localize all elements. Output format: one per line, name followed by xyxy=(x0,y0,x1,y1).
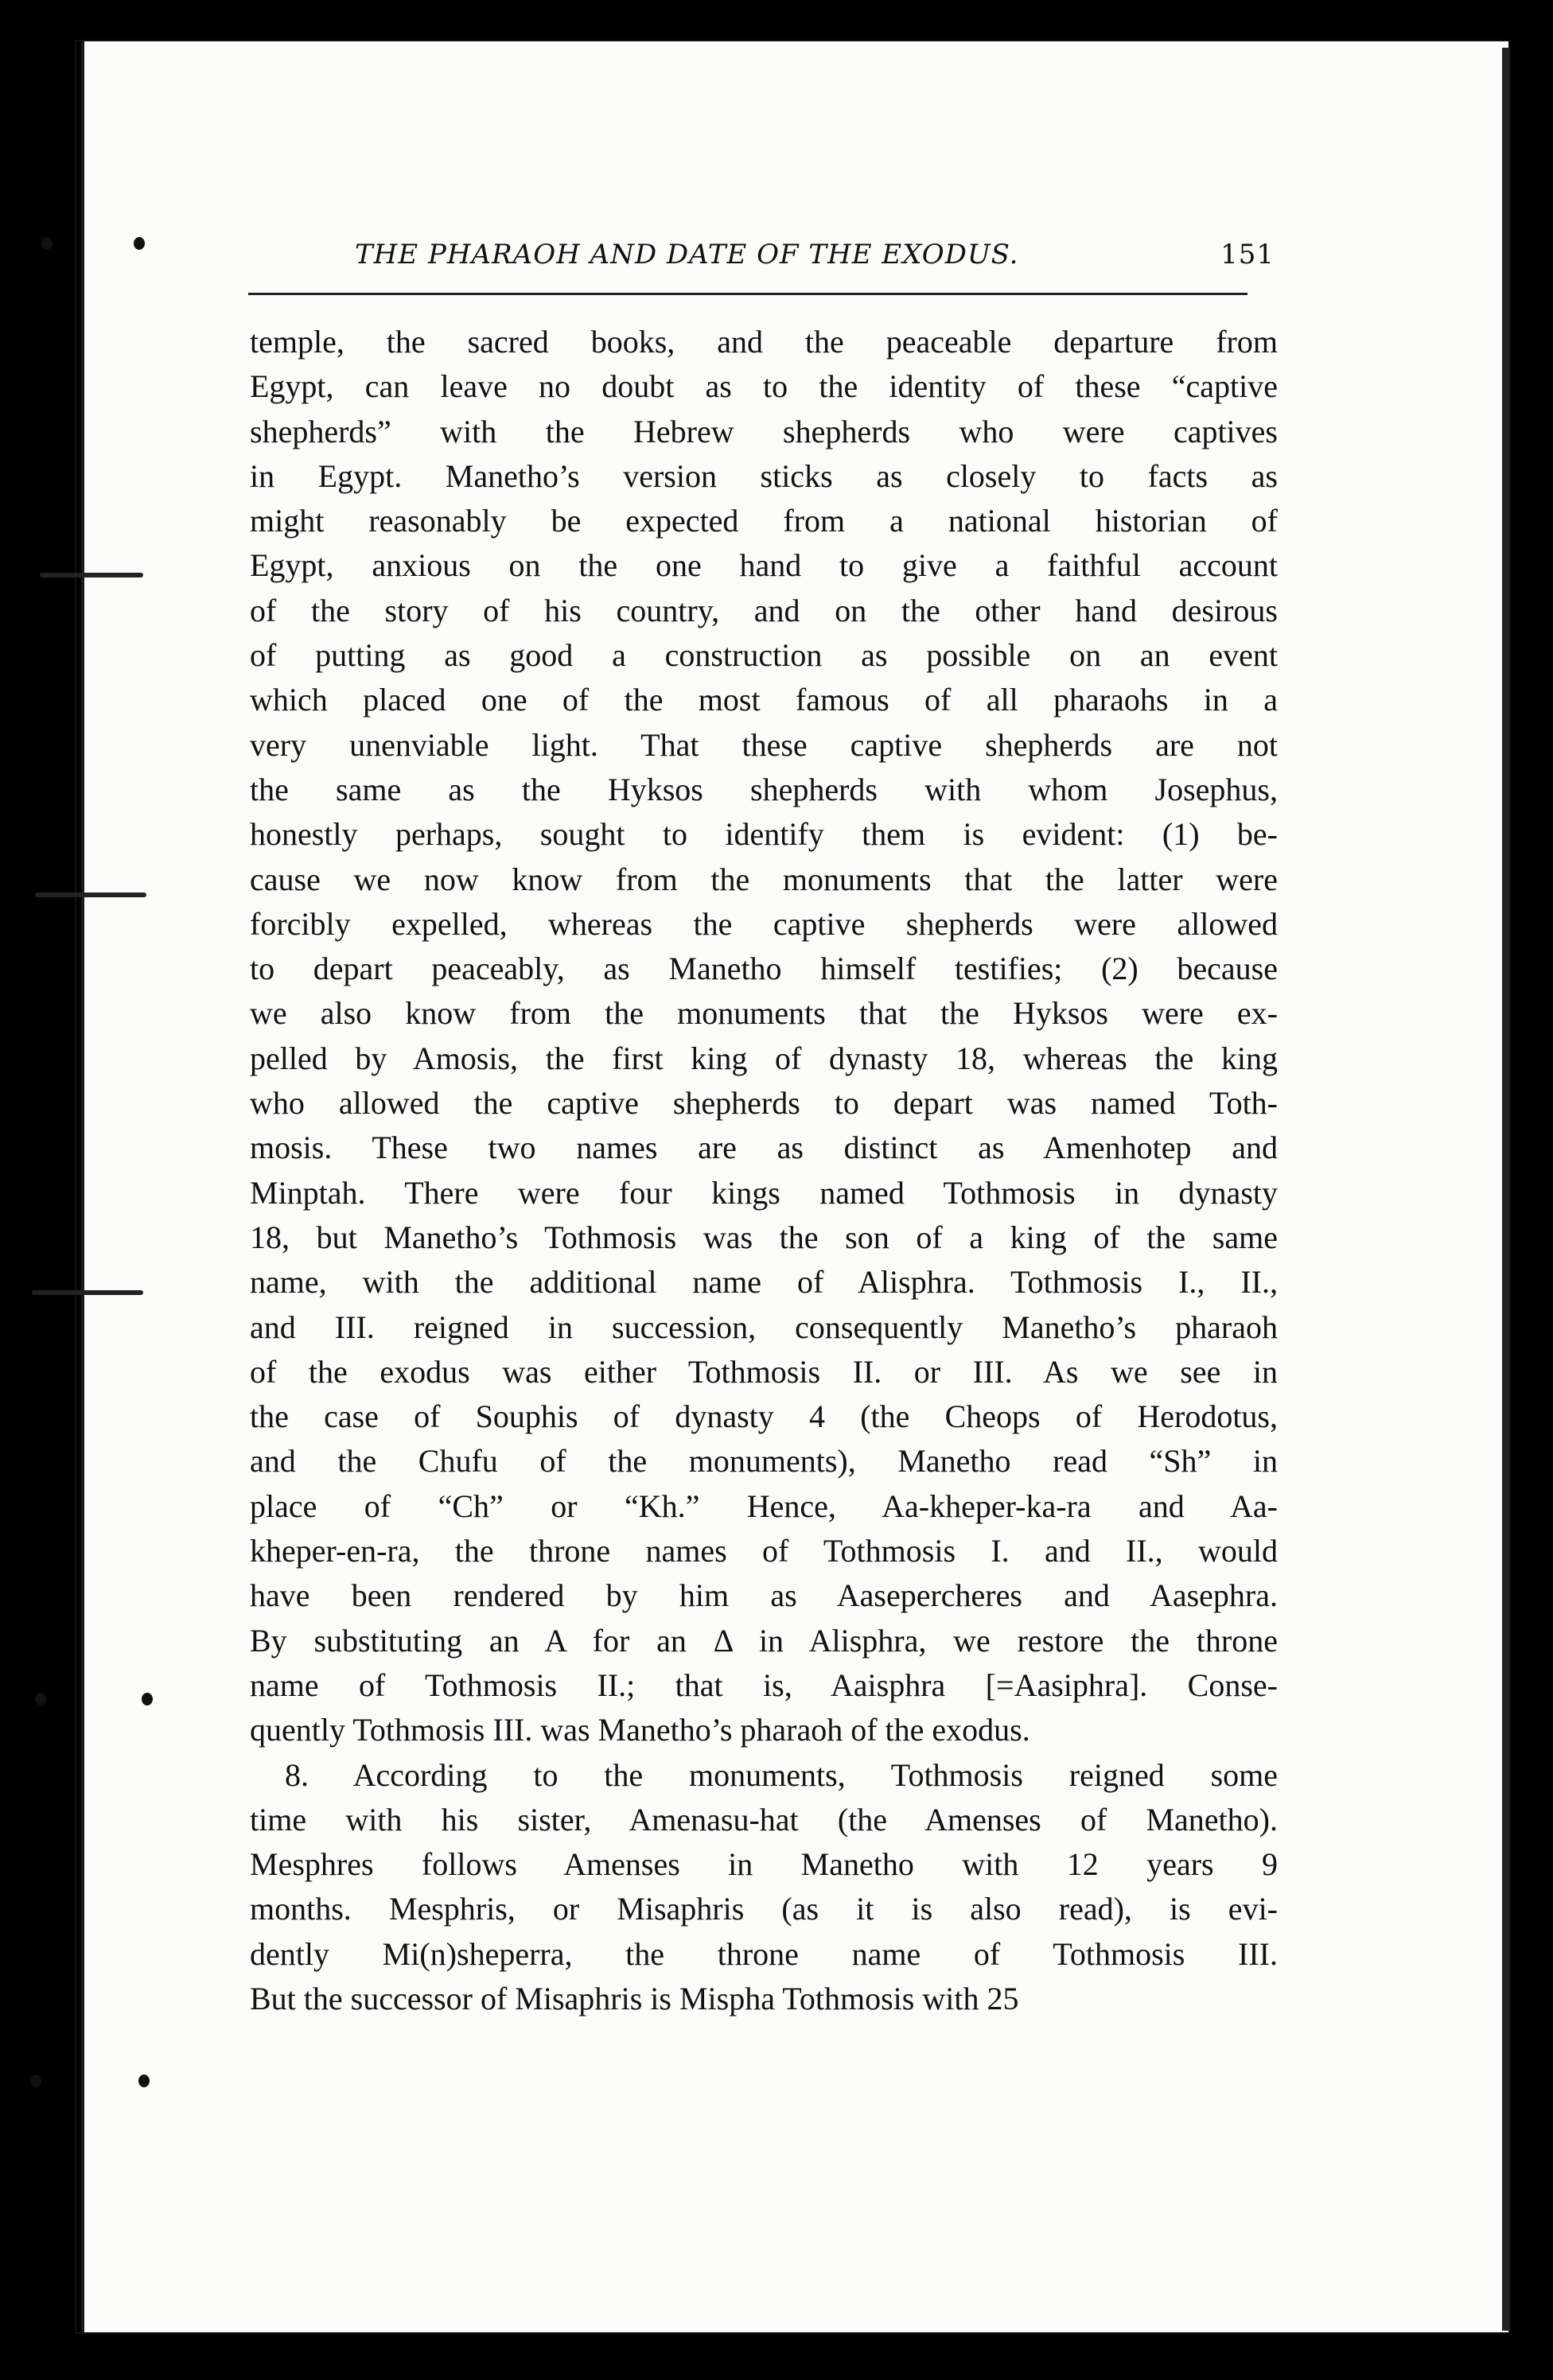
text-line: of putting as good a construction as possible on an event xyxy=(250,637,1278,674)
text-line: By substituting an A for an Δ in Alisphra, we restore the throne xyxy=(250,1622,1278,1659)
text-line: and the Chufu of the monuments), Manetho read “Sh” in xyxy=(250,1443,1278,1480)
text-line: quently Tothmosis III. was Manetho’s pharaoh of the exodus. xyxy=(250,1712,1030,1748)
text-line: Egypt, anxious on the one hand to give a faithful account xyxy=(250,547,1278,584)
text-line: and III. reigned in succession, consequently Manetho’s pharaoh xyxy=(250,1309,1278,1345)
text-line: we also know from the monuments that the Hyksos were ex- xyxy=(250,995,1278,1032)
text-line: kheper-en-ra, the throne names of Tothmosis I. and II., would xyxy=(250,1533,1278,1569)
binding-hole-icon xyxy=(138,2075,150,2087)
text-line: cause we now know from the monuments that the latter were xyxy=(250,861,1278,897)
text-line: name of Tothmosis II.; that is, Aaisphra [=Aasiphra]. Conse- xyxy=(250,1666,1278,1703)
text-line: time with his sister, Amenasu-hat (the Amenses of Manetho). xyxy=(250,1801,1278,1838)
running-header xyxy=(355,239,1275,270)
text-line: shepherds” with the Hebrew shepherds who were captives xyxy=(250,413,1278,449)
text-line: forcibly expelled, whereas the captive shepherds were allowed xyxy=(250,905,1278,942)
text-line: dently Mi(n)sheperra, the throne name of Tothmosis III. xyxy=(250,1935,1278,1972)
text-line: the same as the Hyksos shepherds with whom Josephus, xyxy=(250,771,1278,807)
text-line: place of “Ch” or “Kh.” Hence, Aa-kheper-ka-ra and Aa- xyxy=(250,1488,1278,1524)
binding-hole-icon xyxy=(142,1693,153,1705)
text-line: which placed one of the most famous of all pharaohs in a xyxy=(250,682,1278,718)
running-title: THE PHARAOH AND DATE OF THE EXODUS. xyxy=(355,239,1019,270)
text-line: name, with the additional name of Alisphra. Tothmosis I., II., xyxy=(250,1264,1278,1301)
text-line: might reasonably be expected from a national historian of xyxy=(250,503,1278,539)
binding-stitch-icon xyxy=(40,573,143,578)
text-line: months. Mesphris, or Misaphris (as it is also read), is evi- xyxy=(250,1891,1278,1927)
page-right-edge xyxy=(1502,48,1510,2331)
binding-hole-icon xyxy=(30,2075,41,2087)
text-line: Egypt, can leave no doubt as to the identity of these “captive xyxy=(250,368,1278,405)
text-line: of the story of his country, and on the other hand desirous xyxy=(250,592,1278,628)
text-line: honestly perhaps, sought to identify them is evident: (1) be- xyxy=(250,816,1278,853)
binding-stitch-icon xyxy=(35,892,146,897)
binding-stitch-icon xyxy=(32,1290,143,1295)
text-line: to depart peaceably, as Manetho himself testifies; (2) because xyxy=(250,951,1278,987)
text-line: in Egypt. Manetho’s version sticks as closely to facts as xyxy=(250,457,1278,494)
text-line: the case of Souphis of dynasty 4 (the Cheops of Herodotus, xyxy=(250,1398,1278,1435)
body-text xyxy=(250,320,1278,2021)
page-spine-shadow xyxy=(76,41,92,2332)
text-line: 8. According to the monuments, Tothmosis reigned some xyxy=(285,1756,1278,1793)
text-line: pelled by Amosis, the first king of dynasty 18, whereas the king xyxy=(250,1040,1278,1076)
text-line: have been rendered by him as Aasepercheres and Aasephra. xyxy=(250,1577,1278,1614)
text-line: very unenviable light. That these captive shepherds are not xyxy=(250,726,1278,763)
binding-hole-icon xyxy=(134,237,145,250)
text-line: 18, but Manetho’s Tothmosis was the son of a king of the same xyxy=(250,1219,1278,1255)
header-rule xyxy=(248,293,1247,295)
text-line: who allowed the captive shepherds to depart was named Toth- xyxy=(250,1085,1278,1122)
text-line: of the exodus was either Tothmosis II. or III. As we see in xyxy=(250,1353,1278,1390)
text-line: Minptah. There were four kings named Tothmosis in dynasty xyxy=(250,1174,1278,1211)
text-line: mosis. These two names are as distinct as Amenhotep and xyxy=(250,1130,1278,1166)
text-line: temple, the sacred books, and the peaceable departure from xyxy=(250,324,1278,360)
page-number: 151 xyxy=(1220,239,1275,270)
text-line: Mesphres follows Amenses in Manetho with 12 years 9 xyxy=(250,1846,1278,1883)
binding-hole-icon xyxy=(41,237,53,250)
text-line: But the successor of Misaphris is Mispha Tothmosis with 25 xyxy=(250,1980,1019,2016)
binding-hole-icon xyxy=(35,1693,46,1705)
